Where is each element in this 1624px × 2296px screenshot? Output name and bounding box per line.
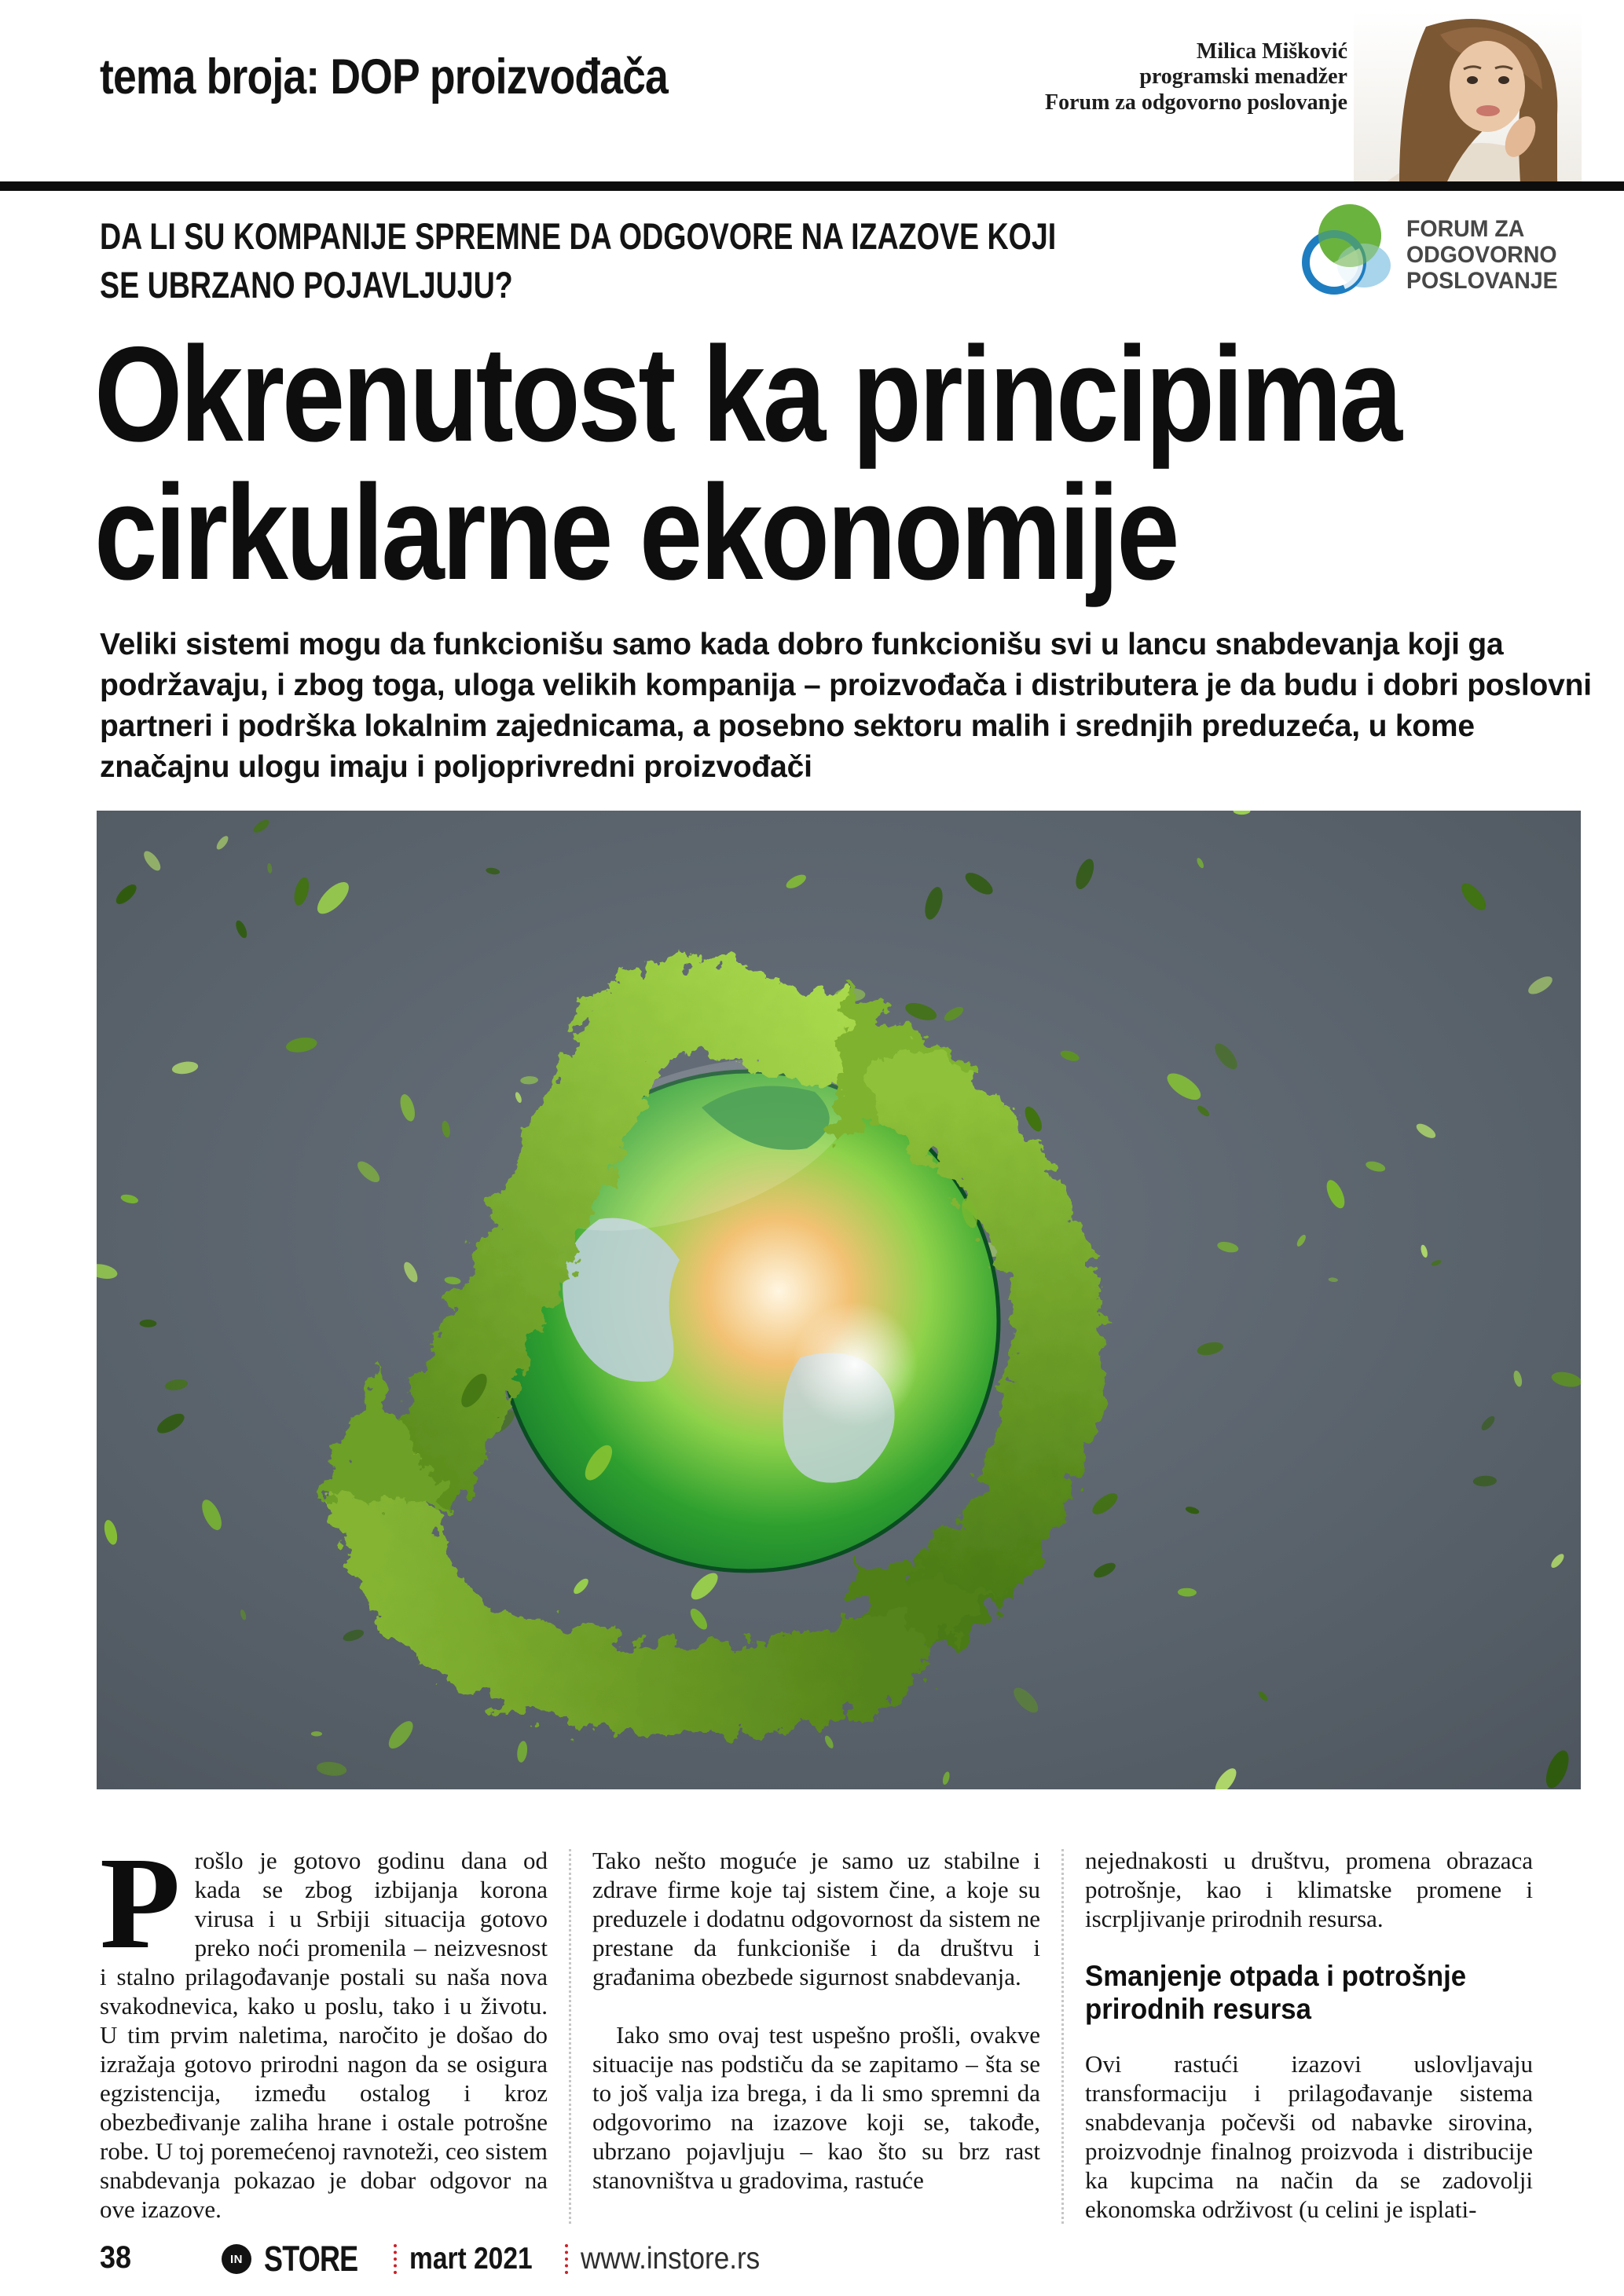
column-3-paragraph-2: Ovi rastući izazovi uslovljavaju transformaciju i prilagođavanje sistema snabdevanja počevši od nabavke sirovina, proizvodnje finalnog proizvoda i distribucije ka kupcima na način da se zadovolji ekonomska održivost (u celini je isplati-	[1085, 2050, 1533, 2223]
kicker: tema broja: DOP proizvođača	[100, 49, 668, 104]
instore-icon: IN	[222, 2244, 251, 2274]
article-title	[94, 319, 1624, 608]
author-role: programski menadžer	[1139, 64, 1347, 90]
column-2-paragraph-1: Tako nešto moguće je samo uz stabilne i zdrave firme koje taj sistem čine, a koje su preduzele i dodatnu odgovornost da sistem ne prestane da funkcioniše i da društvu i građanima obezbede sigurnost snabdevanja.	[592, 1847, 1040, 1990]
forum-logo-line-3: POSLOVANJE	[1406, 267, 1558, 294]
footer-separator-1	[394, 2244, 397, 2274]
issue-date: mart 2021	[409, 2242, 533, 2276]
author-photo-image	[1354, 11, 1582, 183]
forum-logo-text	[1406, 216, 1558, 294]
hero-image	[97, 811, 1581, 1789]
recycle-globe-illustration	[97, 811, 1581, 1789]
question-line-2: SE UBRZANO POJAVLJUJU?	[100, 264, 513, 306]
forum-logo	[1298, 199, 1590, 310]
page-footer	[0, 2234, 1624, 2284]
column-separator-1	[569, 1849, 571, 2224]
section-subhead	[1085, 1960, 1506, 2026]
author-org: Forum za odgovorno poslovanje	[1045, 90, 1347, 115]
column-2-paragraph-2: Iako smo ovaj test uspešno prošli, ovakve situacije nas podstiču da se zapitamo – šta se to još valja iza brega, i da li smo spremni da odgovorimo na izazove koji se, takođe, ubrzano pojavljuju – kao što su brz rast stanovništva u gradovima, rastuće	[592, 2021, 1040, 2194]
standfirst-question	[100, 212, 1296, 309]
footer-separator-2	[565, 2244, 568, 2274]
author-photo	[1354, 11, 1582, 183]
page-number: 38	[100, 2240, 132, 2275]
column-2	[592, 1846, 1040, 2224]
lead-paragraph: Veliki sistemi mogu da funkcionišu samo kada dobro funkcionišu svi u lancu snabdevanja koji ga podržavaju, i zbog toga, uloga velikih kompanija – proizvođača i distributera je da budu i dobri poslovni partneri i podrška lokalnim zajednicama, a posebno sektoru malih i srednjih preduzeća, u kome značajnu ulogu imaju i poljoprivredni proizvođači	[100, 628, 1592, 784]
column-1	[100, 1830, 548, 2224]
drop-cap: P	[100, 1830, 181, 1976]
author-block	[797, 39, 1347, 115]
title-line-1: Okrenutost ka principima	[94, 319, 1400, 470]
author-name: Milica Mišković	[1196, 39, 1347, 64]
brand-store-label: STORE	[264, 2239, 358, 2279]
website-url: www.instore.rs	[581, 2242, 761, 2276]
forum-logo-icon	[1298, 201, 1394, 308]
header-rule	[0, 181, 1624, 191]
column-3	[1085, 1846, 1533, 2224]
column-separator-2	[1061, 1849, 1064, 2224]
forum-logo-line-1: FORUM ZA	[1406, 215, 1525, 242]
subhead-text: Smanjenje otpada i potrošnje prirodnih resursa	[1085, 1960, 1467, 2025]
footer-brand	[222, 2234, 780, 2284]
title-line-2: cirkularne ekonomije	[94, 457, 1178, 608]
column-3-paragraph-1: nejednakosti u društvu, promena obrazaca potrošnje, kao i klimatske promene i iscrpljivanje prirodnih resursa.	[1085, 1847, 1533, 1932]
question-line-1: DA LI SU KOMPANIJE SPREMNE DA ODGOVORE NA IZAZOVE KOJI	[100, 215, 1057, 257]
article-body	[100, 1830, 1539, 2224]
column-1-text: rošlo je gotovo godinu dana od kada se zbog izbijanja korona virusa i u Srbiji situacija gotovo preko noći promenila – neizvesnost i stalno prilagođavanje postali su naša nova svakodnevica, kako u poslu, tako i u životu. U tim prvim naletima, naročito je došao do izražaja gotovo prirodni nagon da se osigura egzistencija, između ostalog i kroz obezbeđivanje zaliha hrane i ostale potrošne robe. U toj poremećenoj ravnoteži, ceo sistem snabdevanja pokazao je dobar odgovor na ove izazove.	[100, 1847, 548, 2223]
forum-logo-line-2: ODGOVORNO	[1406, 241, 1557, 268]
